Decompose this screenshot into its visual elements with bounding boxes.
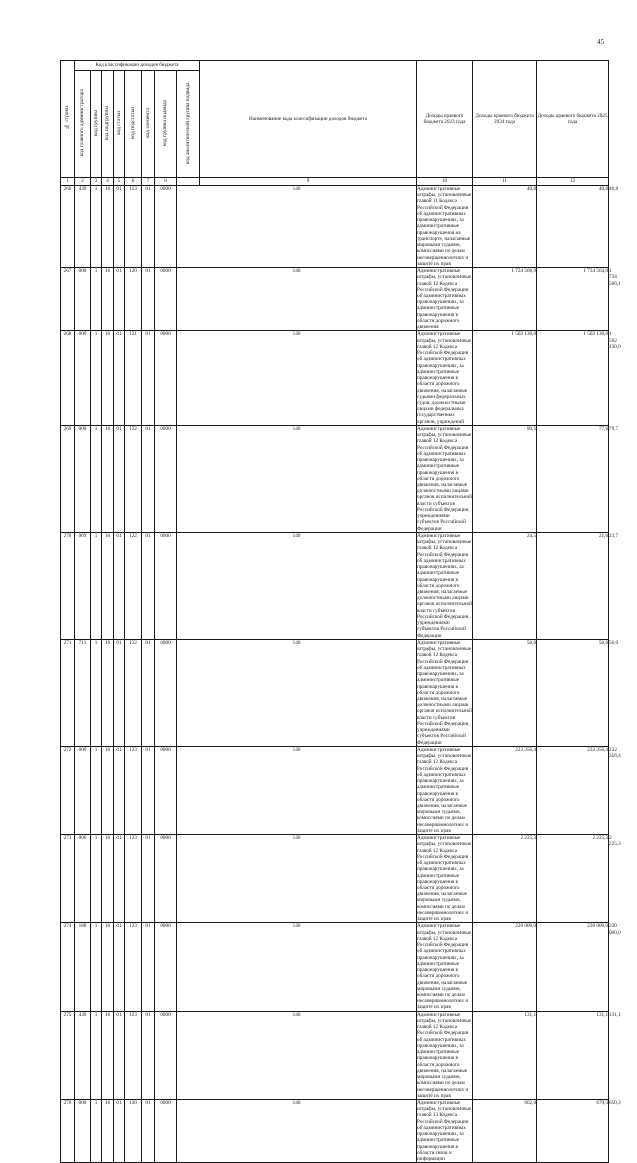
amount-2024: 232 356,4 bbox=[537, 746, 609, 834]
column-number: 4 bbox=[102, 178, 114, 186]
code-group: 1 bbox=[91, 186, 102, 268]
table-row: 269 000 1 16 01 122 01 0000 140 Административные штрафы, установленные главой 12 Кодекса Российской Федерации об административных правонарушениях, за административные правонарушения в области дорожного движения, налагаемые должностными лицами органов исполнительной власти субъектов Российской Федерации, учреждениями субъектов Российской Федерации 80,5 77,6 79,7 bbox=[61, 425, 609, 532]
code-analytic-group: 140 bbox=[177, 835, 417, 923]
code-subgroup: 16 bbox=[102, 746, 114, 834]
amount-2024: 131,1 bbox=[537, 1011, 609, 1099]
code-analytic-group: 140 bbox=[177, 425, 417, 532]
code-subtype-group: 0000 bbox=[155, 331, 177, 426]
column-number: 1 bbox=[61, 178, 75, 186]
code-analytic-group: 140 bbox=[177, 532, 417, 639]
code-subtype-group: 0000 bbox=[155, 268, 177, 331]
table-row: 266 439 1 16 01 113 01 0000 140 Административные штрафы, установленные главой 11 Кодекса Российской Федерации об административных правонарушениях, за административные правонарушения на транспорте, налагаемые мировыми судьями, комиссиями по делам несовершеннолетних и защите их прав 40,8 40,8 40,8 bbox=[61, 186, 609, 268]
table-row: 273 006 1 16 01 123 01 0000 140 Административные штрафы, установленные главой 12 Кодекса Российской Федерации об административных правонарушениях, за административные правонарушения в области дорожного движения, налагаемые мировыми судьями, комиссиями по делам несовершеннолетних и защите их прав 2 225,3 2 225,3 2 225,3 bbox=[61, 835, 609, 923]
code-element: 01 bbox=[142, 425, 155, 532]
code-subarticle: 123 bbox=[125, 746, 142, 834]
code-element: 01 bbox=[142, 186, 155, 268]
column-number: 7 bbox=[142, 178, 155, 186]
code-subgroup: 16 bbox=[102, 1011, 114, 1099]
code-article: 01 bbox=[114, 923, 125, 1011]
code-admin: 439 bbox=[75, 186, 91, 268]
code-element: 01 bbox=[142, 268, 155, 331]
row-name: Административные штрафы, установленные главой 12 Кодекса Российской Федерации об административных правонарушениях, за административные правонарушения в области дорожного движения, налагаемые мировыми судьями, комиссиями по делам несовершеннолетних и защите их прав bbox=[417, 1011, 472, 1099]
column-number: 9 bbox=[200, 178, 417, 186]
code-subgroup: 16 bbox=[102, 1099, 114, 1162]
code-subarticle: 113 bbox=[125, 186, 142, 268]
column-number bbox=[177, 178, 200, 186]
row-name: Административные штрафы, установленные главой 13 Кодекса Российской Федерации об административных правонарушениях, за административные правонарушения в области связи и информации bbox=[417, 1099, 472, 1163]
code-article: 01 bbox=[114, 425, 125, 532]
header-code-article: код статьи bbox=[114, 71, 125, 178]
code-element: 01 bbox=[142, 1099, 155, 1162]
code-subtype-group: 0000 bbox=[155, 1099, 177, 1162]
code-group: 1 bbox=[91, 746, 102, 834]
code-analytic-group: 140 bbox=[177, 746, 417, 834]
row-name: Административные штрафы, установленные главой 12 Кодекса Российской Федерации об административных правонарушениях, за административные правонарушения в области дорожного движения bbox=[417, 268, 472, 331]
row-number: 275 bbox=[61, 1011, 75, 1099]
code-subgroup: 16 bbox=[102, 835, 114, 923]
code-subgroup: 16 bbox=[102, 186, 114, 268]
amount-2024: 2 225,3 bbox=[537, 835, 609, 923]
amount-2023: 24,5 bbox=[473, 532, 537, 639]
code-admin: 711 bbox=[75, 639, 91, 746]
code-admin: 000 bbox=[75, 268, 91, 331]
code-analytic-group: 140 bbox=[177, 1099, 417, 1162]
code-analytic-group: 140 bbox=[177, 639, 417, 746]
code-subtype-group: 0000 bbox=[155, 425, 177, 532]
row-number: 269 bbox=[61, 425, 75, 532]
code-analytic-group: 140 bbox=[177, 186, 417, 268]
header-income-2023: Доходы краевого бюджета 2023 года bbox=[417, 61, 473, 178]
code-article: 01 bbox=[114, 532, 125, 639]
code-group: 1 bbox=[91, 835, 102, 923]
amount-2023: 80,5 bbox=[473, 425, 537, 532]
code-subarticle: 122 bbox=[125, 532, 142, 639]
table-row: 270 069 1 16 01 122 01 0000 140 Административные штрафы, установленные главой 12 Кодекса Российской Федерации об административных правонарушениях, за административные правонарушения в области дорожного движения, налагаемые должностными лицами органов исполнительной власти субъектов Российской Федерации, учреждениями субъектов Российской Федерации 24,5 21,6 23,7 bbox=[61, 532, 609, 639]
row-name: Административные штрафы, установленные главой 11 Кодекса Российской Федерации об административных правонарушениях, за административные правонарушения на транспорте, налагаемые мировыми судьями, комиссиями по делам несовершеннолетних и защите их прав bbox=[417, 186, 472, 267]
row-number: 267 bbox=[61, 268, 75, 331]
amount-2024: 77,6 bbox=[537, 425, 609, 532]
column-numbers-row bbox=[61, 178, 609, 186]
table-row: 274 188 1 16 01 123 01 0000 140 Административные штрафы, установленные главой 12 Кодекса Российской Федерации об административных правонарушениях, за административные правонарушения в области дорожного движения, налагаемые мировыми судьями, комиссиями по делам несовершеннолетних и защите их прав 220 000,0 230 000,0 230 000,0 bbox=[61, 923, 609, 1011]
code-subarticle: 123 bbox=[125, 835, 142, 923]
amount-2023: 662,8 bbox=[473, 1099, 537, 1162]
table-row: 271 711 1 16 01 122 01 0000 140 Административные штрафы, установленные главой 12 Кодекса Российской Федерации об административных правонарушениях, за административные правонарушения в области дорожного движения, налагаемые должностными лицами органов исполнительной власти субъектов Российской Федерации, учреждениями субъектов Российской Федерации 56,0 56,0 56,0 bbox=[61, 639, 609, 746]
code-subarticle: 122 bbox=[125, 639, 142, 746]
code-admin: 188 bbox=[75, 923, 91, 1011]
row-number: 276 bbox=[61, 1099, 75, 1162]
row-name: Административные штрафы, установленные главой 12 Кодекса Российской Федерации об административных правонарушениях, за административные правонарушения в области дорожного движения, налагаемые мировыми судьями, комиссиями по делам несовершеннолетних и защите их прав bbox=[417, 746, 472, 834]
header-code-group: Код классификации доходов бюджета bbox=[75, 61, 200, 71]
header-code-analytic-group: код аналитической группы подвида bbox=[177, 71, 200, 178]
code-group: 1 bbox=[91, 1011, 102, 1099]
code-subgroup: 16 bbox=[102, 532, 114, 639]
header-code-subtype-group: код группы подвида bbox=[155, 71, 177, 178]
table-body bbox=[61, 186, 621, 1163]
page-number: 45 bbox=[597, 38, 604, 46]
code-admin: 000 bbox=[75, 746, 91, 834]
row-name: Административные штрафы, установленные главой 12 Кодекса Российской Федерации об административных правонарушениях, за административные правонарушения в области дорожного движения, налагаемые должностными лицами органов исполнительной власти субъектов Российской Федерации, учреждениями субъектов Российской Федерации bbox=[417, 532, 472, 639]
amount-2024: 1 734 564,0 bbox=[537, 268, 609, 331]
code-subarticle: 123 bbox=[125, 923, 142, 1011]
header-name: Наименование кода классификации доходов бюджета bbox=[200, 61, 417, 178]
code-group: 1 bbox=[91, 268, 102, 331]
table-row: 272 000 1 16 01 123 01 0000 140 Административные штрафы, установленные главой 12 Кодекса Российской Федерации об административных правонарушениях, за административные правонарушения в области дорожного движения, налагаемые мировыми судьями, комиссиями по делам несовершеннолетних и защите их прав 222 356,4 232 356,4 232 356,4 bbox=[61, 746, 609, 834]
code-article: 01 bbox=[114, 268, 125, 331]
table-row: 267 000 1 16 01 120 01 0000 140 Административные штрафы, установленные главой 12 Кодекса Российской Федерации об административных правонарушениях, за административные правонарушения в области дорожного движения 1 724 566,9 1 734 564,0 1 734 566,1 bbox=[61, 268, 609, 331]
amount-2024: 56,0 bbox=[537, 639, 609, 746]
header-code-subarticle: код подстатьи bbox=[125, 71, 142, 178]
amount-2023: 222 356,4 bbox=[473, 746, 537, 834]
column-number: 2 bbox=[75, 178, 91, 186]
code-admin: 000 bbox=[75, 331, 91, 426]
row-number: 273 bbox=[61, 835, 75, 923]
code-article: 01 bbox=[114, 186, 125, 268]
code-subgroup: 16 bbox=[102, 639, 114, 746]
code-element: 01 bbox=[142, 1011, 155, 1099]
code-element: 01 bbox=[142, 331, 155, 426]
amount-2023: 2 225,3 bbox=[473, 835, 537, 923]
code-article: 01 bbox=[114, 746, 125, 834]
code-subtype-group: 0000 bbox=[155, 835, 177, 923]
code-admin: 006 bbox=[75, 835, 91, 923]
row-name: Административные штрафы, установленные главой 12 Кодекса Российской Федерации об административных правонарушениях, за административные правонарушения в области дорожного движения, налагаемые мировыми судьями, комиссиями по делам несовершеннолетних и защите их прав bbox=[417, 835, 472, 923]
amount-2024: 40,8 bbox=[537, 186, 609, 268]
row-name: Административные штрафы, установленные главой 12 Кодекса Российской Федерации об административных правонарушениях, за административные правонарушения в области дорожного движения, налагаемые мировыми судьями, комиссиями по делам несовершеннолетних и защите их прав bbox=[417, 923, 472, 1011]
row-number: 268 bbox=[61, 331, 75, 426]
code-analytic-group: 140 bbox=[177, 268, 417, 331]
code-element: 01 bbox=[142, 639, 155, 746]
code-subarticle: 123 bbox=[125, 1011, 142, 1099]
amount-2024: 670,3 bbox=[537, 1099, 609, 1162]
code-admin: 000 bbox=[75, 425, 91, 532]
amount-2023: 131,1 bbox=[473, 1011, 537, 1099]
code-group: 1 bbox=[91, 1099, 102, 1162]
code-admin: 439 bbox=[75, 1011, 91, 1099]
header-income-2024: Доходы краевого бюджета 2024 года bbox=[473, 61, 537, 178]
code-subgroup: 16 bbox=[102, 268, 114, 331]
header-income-2025: Доходы краевого бюджета 2025 года bbox=[537, 61, 609, 178]
code-group: 1 bbox=[91, 425, 102, 532]
code-admin: 069 bbox=[75, 532, 91, 639]
table-row: 275 439 1 16 01 123 01 0000 140 Административные штрафы, установленные главой 12 Кодекса Российской Федерации об административных правонарушениях, за административные правонарушения в области дорожного движения, налагаемые мировыми судьями, комиссиями по делам несовершеннолетних и защите их прав 131,1 131,1 131,1 bbox=[61, 1011, 609, 1099]
column-number: 12 bbox=[537, 178, 609, 186]
code-subarticle: 130 bbox=[125, 1099, 142, 1162]
code-subarticle: 122 bbox=[125, 425, 142, 532]
code-subarticle: 120 bbox=[125, 268, 142, 331]
row-name: Административные штрафы, установленные главой 12 Кодекса Российской Федерации об административных правонарушениях, за административные правонарушения в области дорожного движения, налагаемые судьями федеральных судов, должностными лицами федеральных государственных органов, учреждений bbox=[417, 331, 472, 425]
code-subtype-group: 0000 bbox=[155, 639, 177, 746]
code-subgroup: 16 bbox=[102, 425, 114, 532]
header-code-admin: код главного администратора bbox=[75, 71, 91, 178]
column-number: 10 bbox=[417, 178, 473, 186]
code-subtype-group: 0000 bbox=[155, 1011, 177, 1099]
code-element: 01 bbox=[142, 835, 155, 923]
column-number: 11 bbox=[473, 178, 537, 186]
code-article: 01 bbox=[114, 331, 125, 426]
code-group: 1 bbox=[91, 639, 102, 746]
code-article: 01 bbox=[114, 1099, 125, 1162]
code-group: 1 bbox=[91, 923, 102, 1011]
row-number: 266 bbox=[61, 186, 75, 268]
table-row: 268 000 1 16 01 121 01 0000 140 Административные штрафы, установленные главой 12 Кодекса Российской Федерации об административных правонарушениях, за административные правонарушения в области дорожного движения, налагаемые судьями федеральных судов, должностными лицами федеральных государственных органов, учреждений 1 502 130,0 1 502 130,0 1 502 130,0 bbox=[61, 331, 609, 426]
code-subarticle: 121 bbox=[125, 331, 142, 426]
budget-revenue-table bbox=[60, 60, 621, 1163]
code-subtype-group: 0000 bbox=[155, 532, 177, 639]
code-analytic-group: 140 bbox=[177, 923, 417, 1011]
code-group: 1 bbox=[91, 331, 102, 426]
amount-2023: 1 724 566,9 bbox=[473, 268, 537, 331]
amount-2023: 220 000,0 bbox=[473, 923, 537, 1011]
code-element: 01 bbox=[142, 532, 155, 639]
code-article: 01 bbox=[114, 835, 125, 923]
amount-2024: 230 000,0 bbox=[537, 923, 609, 1011]
column-number: 8 bbox=[155, 178, 177, 186]
row-number: 272 bbox=[61, 746, 75, 834]
code-group: 1 bbox=[91, 532, 102, 639]
code-analytic-group: 140 bbox=[177, 331, 417, 426]
header-code-element: код элемента bbox=[142, 71, 155, 178]
row-number: 270 bbox=[61, 532, 75, 639]
header-code-subgroup: код подгруппы bbox=[102, 71, 114, 178]
row-number: 271 bbox=[61, 639, 75, 746]
code-subgroup: 16 bbox=[102, 923, 114, 1011]
row-name: Административные штрафы, установленные главой 12 Кодекса Российской Федерации об административных правонарушениях, за административные правонарушения в области дорожного движения, налагаемые должностными лицами органов исполнительной власти субъектов Российской Федерации, учреждениями субъектов Российской Федерации bbox=[417, 425, 472, 532]
table-row: 276 000 1 16 01 130 01 0000 140 Административные штрафы, установленные главой 13 Кодекса Российской Федерации об административных правонарушениях, за административные правонарушения в области связи и информации 662,8 670,3 650,3 bbox=[61, 1099, 609, 1162]
header-row-number: № строки bbox=[61, 61, 75, 178]
code-analytic-group: 140 bbox=[177, 1011, 417, 1099]
code-article: 01 bbox=[114, 1011, 125, 1099]
code-article: 01 bbox=[114, 639, 125, 746]
amount-2023: 1 502 130,0 bbox=[473, 331, 537, 426]
amount-2024: 1 502 130,0 bbox=[537, 331, 609, 426]
code-element: 01 bbox=[142, 923, 155, 1011]
code-subtype-group: 0000 bbox=[155, 186, 177, 268]
code-admin: 000 bbox=[75, 1099, 91, 1162]
column-number: 6 bbox=[125, 178, 142, 186]
code-subtype-group: 0000 bbox=[155, 746, 177, 834]
row-number: 274 bbox=[61, 923, 75, 1011]
amount-2023: 40,8 bbox=[473, 186, 537, 268]
header-code-group-col: код группы bbox=[91, 71, 102, 178]
amount-2024: 21,6 bbox=[537, 532, 609, 639]
code-subgroup: 16 bbox=[102, 331, 114, 426]
code-element: 01 bbox=[142, 746, 155, 834]
column-number: 5 bbox=[114, 178, 125, 186]
amount-2023: 56,0 bbox=[473, 639, 537, 746]
row-name: Административные штрафы, установленные главой 12 Кодекса Российской Федерации об административных правонарушениях, за административные правонарушения в области дорожного движения, налагаемые должностными лицами органов исполнительной власти субъектов Российской Федерации, учреждениями субъектов Российской Федерации bbox=[417, 639, 472, 746]
code-subtype-group: 0000 bbox=[155, 923, 177, 1011]
column-number: 3 bbox=[91, 178, 102, 186]
